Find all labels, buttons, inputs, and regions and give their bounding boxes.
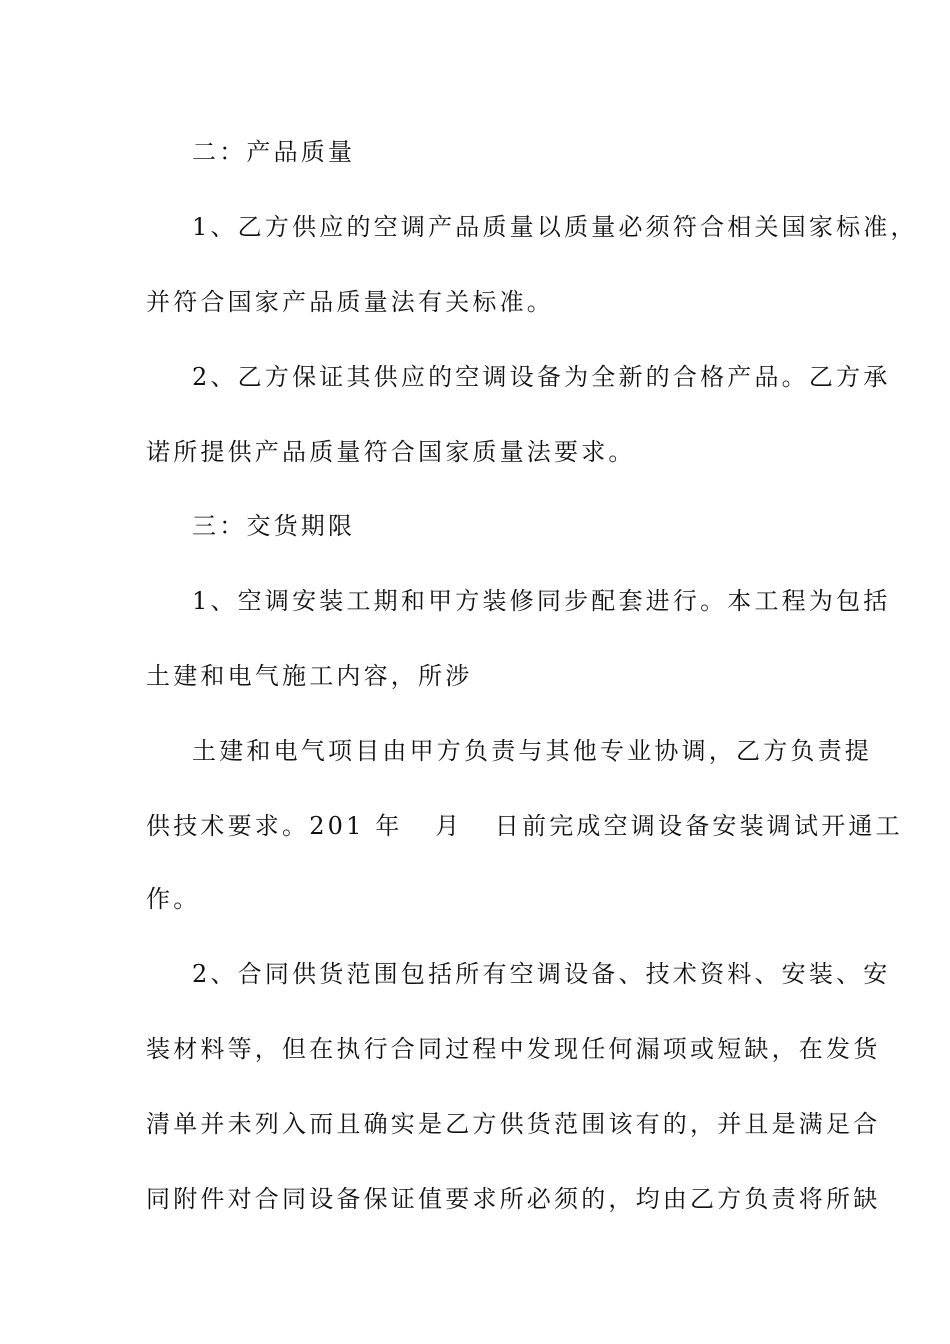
paragraph-line: 土建和电气施工内容，所涉 (146, 662, 473, 690)
paragraph-line: 土建和电气项目由甲方负责与其他专业协调，乙方负责提 (192, 737, 872, 765)
paragraph-line: 2、乙方保证其供应的空调设备为全新的合格产品。乙方承 (192, 363, 891, 391)
paragraph-line: 作。 (146, 885, 201, 913)
paragraph-line: 供技术要求。201 年 月 日前完成空调设备安装调试开通工 (146, 812, 903, 840)
paragraph-line: 装材料等，但在执行合同过程中发现任何漏项或短缺，在发货 (146, 1035, 881, 1063)
section-heading-product-quality: 二：产品质量 (192, 138, 356, 166)
paragraph-line: 诺所提供产品质量符合国家质量法要求。 (146, 438, 636, 466)
paragraph-line: 清单并未列入而且确实是乙方供货范围该有的，并且是满足合 (146, 1110, 881, 1138)
section-heading-delivery-period: 三：交货期限 (192, 512, 356, 540)
paragraph-line: 1、乙方供应的空调产品质量以质量必须符合相关国家标准， (192, 213, 918, 241)
paragraph-line: 2、合同供货范围包括所有空调设备、技术资料、安装、安 (192, 960, 891, 988)
paragraph-line: 同附件对合同设备保证值要求所必须的，均由乙方负责将所缺 (146, 1185, 881, 1213)
paragraph-line: 1、空调安装工期和甲方装修同步配套进行。本工程为包括 (192, 587, 891, 615)
paragraph-line: 并符合国家产品质量法有关标准。 (146, 288, 554, 316)
